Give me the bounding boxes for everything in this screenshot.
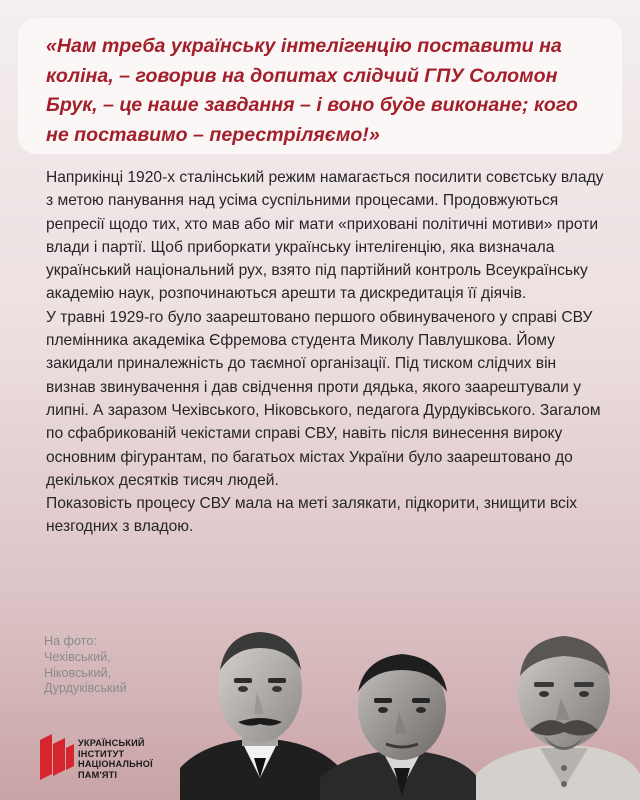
institute-name-line: ПАМ'ЯТІ xyxy=(78,769,118,780)
photo-caption xyxy=(44,634,127,697)
caption-line: На фото: xyxy=(44,634,97,648)
quote-card xyxy=(18,18,622,154)
institute-name-line: ІНСТИТУТ xyxy=(78,748,125,759)
portrait-chekhivsky xyxy=(180,632,340,800)
caption-line: Дурдуківський xyxy=(44,681,127,696)
paragraph-3: Показовість процесу СВУ мала на меті залякати, підкорити, знищити всіх незгодних з владою. xyxy=(46,495,578,536)
paragraph-2: У травні 1929-го було заарештовано першого обвинуваченого у справі СВУ племінника академіка Єфремова студента Миколу Павлушкова. Йому закидали приналежність до таємної організації. Під тиском слідчих він визнав звинувачення і дав свідчення проти дядька, якого заарештували у липні. А заразом Чехівського, Ніковського, педагога Дурдуківського. Загалом по сфабрикованій чекістами справі СВУ, навіть після винесення вироку основним фігурантам, по багатьох містах України було заарештовано до декількох десятків тисяч людей. xyxy=(46,308,601,489)
institute-name-line: НАЦІОНАЛЬНОЇ xyxy=(78,759,153,770)
portrait-nikovsky xyxy=(320,654,478,800)
caption-line: Чехівський, xyxy=(44,649,111,664)
paragraph-1: Наприкінці 1920-х сталінський режим намагається посилити совєтську владу з метою панування над усіма суспільними процесами. Продовжуються репресії щодо тих, хто мав або міг мати «приховані політичні мотиви» проти влади і партії. Щоб приборкати українську інтелігенцію, яка визначала український національний рух, взято під партійний контроль Всеукраїнську академію наук, розпочинаються арешти та дискредитація її діячів. xyxy=(46,169,604,303)
portrait-durdukivsky xyxy=(476,636,640,800)
article-body xyxy=(46,166,606,539)
institute-name-line: УКРАЇНСЬКИЙ xyxy=(78,738,145,748)
portrait-photos xyxy=(180,618,640,800)
institute-name xyxy=(78,738,153,780)
caption-line: Ніковський, xyxy=(44,665,112,680)
quote-text: «Нам треба українську інтелігенцію поставити на коліна, – говорив на допитах слідчий ГПУ Соломон Брук, – це наше завдання – і воно буде виконане; кого не поставимо – перестріляємо!» xyxy=(46,35,578,146)
